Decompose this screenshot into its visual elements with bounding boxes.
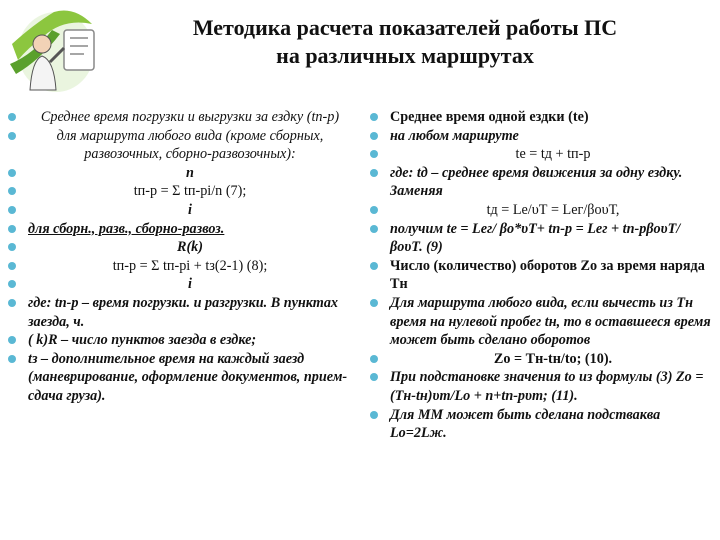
teacher-clipart-logo — [4, 4, 100, 100]
right-list-item — [364, 406, 716, 443]
right-list-item — [364, 257, 716, 294]
list-item-text: Для ММ может быть сделана подстваква Lо=2Lж. — [390, 406, 661, 442]
left-list-item — [2, 331, 352, 350]
list-item-text: Zо = Тн-tн/tо; (10). — [493, 350, 613, 367]
title-line-2: на различных маршрутах — [276, 43, 534, 68]
bullet-icon — [370, 373, 378, 381]
list-item-text: tз – дополнительное время на каждый заезд (маневрирование, оформление документов, прием-сдача груза). — [28, 350, 348, 404]
bullet-icon — [370, 225, 378, 233]
right-list-item — [364, 108, 716, 127]
right-list-item — [364, 127, 716, 146]
list-item-text: tп-р = Σ tп-рi + tз(2-1) (8); — [112, 257, 268, 274]
list-item-text: где: tп-р – время погрузки. и разгрузки. В пунктах заезда, ч. — [28, 294, 339, 330]
left-list-item — [2, 182, 352, 201]
bullet-icon — [8, 336, 16, 344]
left-list-item — [2, 238, 352, 257]
left-list-item — [2, 257, 352, 276]
list-item-text: для маршрута любого вида (кроме сборных, развозочных, сборно-развозочных): — [56, 127, 324, 163]
bullet-icon — [370, 206, 378, 214]
list-item-text: Число (количество) оборотов Zо за время наряда Тн — [390, 257, 705, 293]
bullet-icon — [8, 206, 16, 214]
bullet-icon — [370, 411, 378, 419]
left-list-item — [2, 164, 352, 183]
list-item-text: на любом маршруте — [390, 127, 519, 144]
bullet-icon — [8, 280, 16, 288]
list-item-text: tп-р = Σ tп-рi/n (7); — [133, 183, 247, 200]
bullet-icon — [8, 169, 16, 177]
list-item-text: i — [188, 276, 192, 293]
bullet-icon — [370, 262, 378, 270]
bullet-icon — [8, 299, 16, 307]
list-item-text: n — [186, 164, 194, 181]
list-item-text: где: tд – среднее время движения за одну ездку. Заменяя — [390, 164, 683, 200]
bullet-icon — [8, 187, 16, 195]
right-list-item — [364, 368, 716, 405]
right-list-item — [364, 201, 716, 220]
title-line-1: Методика расчета показателей работы ПС — [192, 15, 618, 40]
right-list-item — [364, 220, 716, 257]
list-item-text: tд = Lе/υТ = Lег/βоυТ, — [486, 201, 620, 218]
list-item-text: tе = tд + tп-р — [515, 146, 591, 163]
list-item-text: i — [188, 201, 192, 218]
bullet-icon — [8, 225, 16, 233]
left-list-item — [2, 350, 352, 406]
right-list-item — [364, 145, 716, 164]
right-list-item — [364, 350, 716, 369]
list-item-text: Для маршрута любого вида, если вычесть из Тн время на нулевой пробег tн, то в оставшееся время может быть сделано оборотов — [390, 294, 711, 349]
list-item-text: При подстановке значения tо из формулы (3) Zо = (Тн-tн)υт/Lо + n+tп-рυт; (11). — [390, 369, 704, 404]
bullet-icon — [370, 299, 378, 307]
left-list-item — [2, 275, 352, 294]
bullet-icon — [370, 355, 378, 363]
left-list-item — [2, 294, 352, 331]
bullet-icon — [8, 262, 16, 270]
left-column — [2, 108, 352, 406]
bullet-icon — [8, 355, 16, 363]
list-item-text: получим tе = Lег/ βо*υТ+ tп-р = Lег + tп-рβоυТ/ βоυТ. (9) — [390, 220, 681, 256]
left-list-item — [2, 127, 352, 164]
bullet-icon — [8, 113, 16, 121]
bullet-icon — [8, 132, 16, 140]
right-list-item — [364, 164, 716, 201]
right-column — [364, 108, 716, 443]
list-item-text: Среднее время одной ездки (tе) — [390, 109, 589, 125]
list-item-text: Среднее время погрузки и выгрузки за ездку (tп-р) — [40, 109, 340, 125]
bullet-icon — [370, 150, 378, 158]
bullet-icon — [8, 243, 16, 251]
list-item-text: ( k)R – число пунктов заезда в ездке; — [28, 332, 257, 349]
list-item-text: для сборн., разв., сборно-развоз. — [28, 220, 225, 237]
left-list-item — [2, 220, 352, 239]
bullet-icon — [370, 113, 378, 121]
left-list-item — [2, 108, 352, 127]
page-title — [110, 14, 700, 70]
right-list-item — [364, 294, 716, 350]
bullet-icon — [370, 169, 378, 177]
bullet-icon — [370, 132, 378, 140]
left-list-item — [2, 201, 352, 220]
list-item-text: R(k) — [176, 239, 203, 256]
